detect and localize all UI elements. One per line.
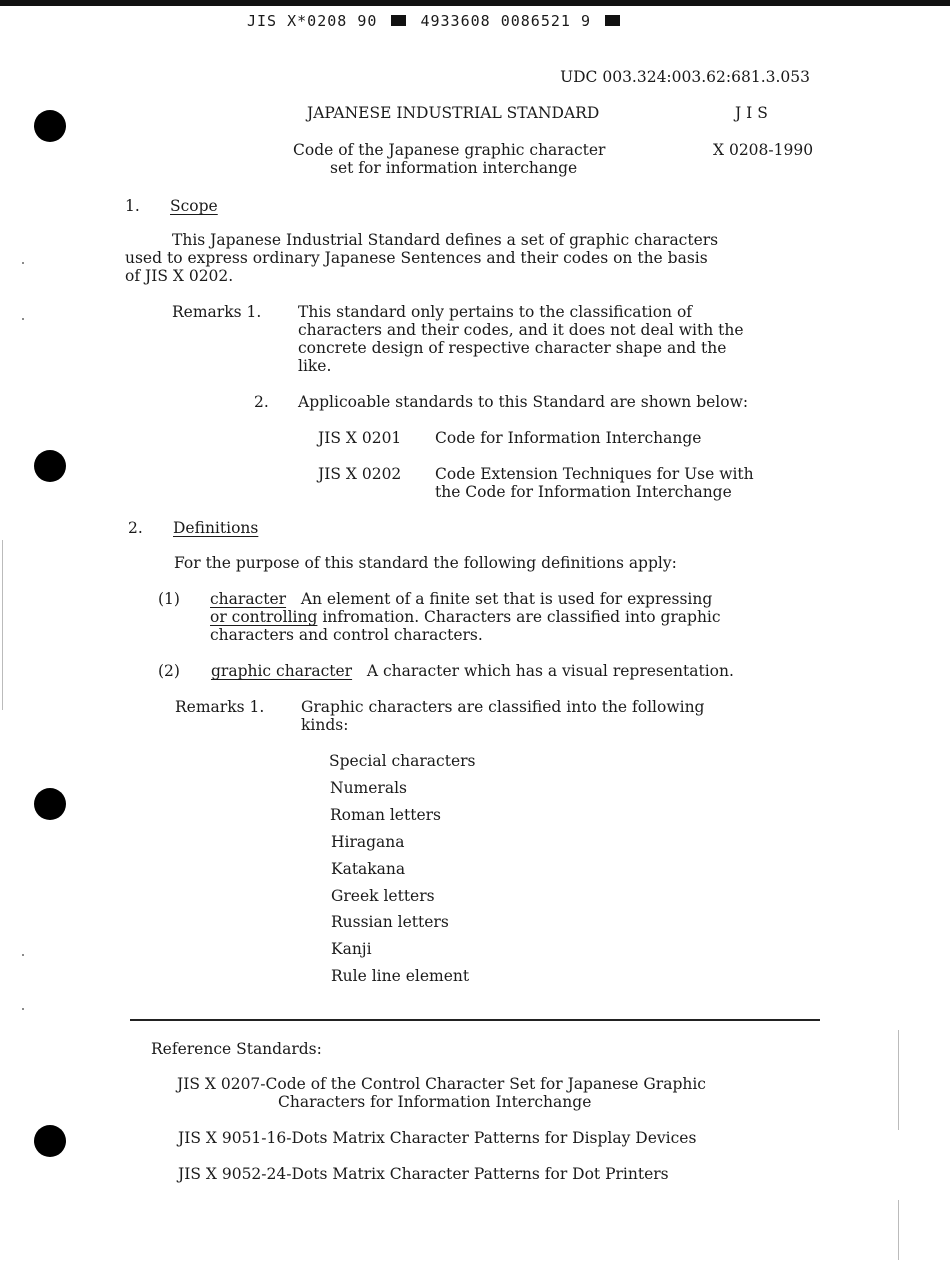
definitions-intro: For the purpose of this standard the following definitions apply: [174,554,677,572]
header-code-left: JIS X*0208 90 [247,12,378,30]
text-line [210,608,721,626]
text-line: Characters for Information Interchange [278,1093,592,1111]
section-heading-definitions: Definitions [173,519,259,537]
remark-1-text [298,303,744,375]
text-line: characters and their codes, and it does not deal with the [298,321,744,339]
scan-speck [22,318,24,320]
text-line: This standard only pertains to the classification of [298,303,693,321]
remark-2-text: Applicoable standards to this Standard are shown below: [298,393,749,411]
definition-term: character [210,590,287,608]
reference-standards-heading: Reference Standards: [151,1040,322,1058]
scan-edge-line [898,1200,899,1260]
text-line: the Code for Information Interchange [435,483,732,501]
punch-hole [34,1125,66,1157]
kind-list-item: Russian letters [331,913,449,931]
scan-speck [22,262,24,264]
kind-list-item: Katakana [331,860,406,878]
standard-type: JAPANESE INDUSTRIAL STANDARD [307,104,600,122]
section-heading-scope: Scope [170,197,218,215]
scan-speck [22,954,24,956]
reference-code: JIS X 0202 [318,465,402,483]
scan-top-edge [0,0,950,6]
definition-text: infromation. Characters are classified into graphic [317,608,721,626]
kind-list-item: Special characters [329,752,476,770]
remarks-text [301,698,704,734]
punch-hole [34,450,66,482]
punch-hole [34,110,66,142]
text-line: Code Extension Techniques for Use with [435,465,754,483]
document-title-line1: Code of the Japanese graphic character [293,141,606,159]
text-line: used to express ordinary Japanese Sentences and their codes on the basis [125,249,708,267]
reference-standard-item: JIS X 9051-16-Dots Matrix Character Patterns for Display Devices [178,1129,697,1147]
definition-text: A character which has a visual representation. [366,662,734,680]
text-line: JIS X 0207-Code of the Control Character Set for Japanese Graphic [177,1075,706,1093]
section-number: 2. [128,519,143,537]
remark-2-number: 2. [254,393,269,411]
text-line: kinds: [301,716,349,734]
header-code-bar [605,15,620,26]
definition-number: (1) [158,590,180,608]
header-code-right: 4933608 0086521 9 [420,12,591,30]
kind-list-item: Hiragana [331,833,405,851]
section-number: 1. [125,197,140,215]
kind-list-item: Numerals [330,779,407,797]
kind-list-item: Greek letters [331,887,435,905]
text-line: of JIS X 0202. [125,267,234,285]
jis-mark: J I S [735,104,768,122]
scope-paragraph [125,231,718,285]
text-line: characters and control characters. [210,626,483,644]
scan-edge-line [898,1030,899,1130]
reference-standard-item: JIS X 9052-24-Dots Matrix Character Patterns for Dot Printers [178,1165,669,1183]
text-line: Graphic characters are classified into the following [301,698,705,716]
scan-edge-line [2,540,3,710]
text-line: concrete design of respective character shape and the [298,339,727,357]
definition-number: (2) [158,662,180,680]
reference-code: JIS X 0201 [318,429,402,447]
punch-hole [34,788,66,820]
reference-title: Code for Information Interchange [435,429,702,447]
document-title-line2: set for information interchange [330,159,578,177]
text-line: This Japanese Industrial Standard defines a set of graphic characters [172,231,719,249]
header-code-bar [391,15,406,26]
definition-text: An element of a finite set that is used for expressing [300,590,713,608]
kind-list-item: Rule line element [331,967,470,985]
kind-list-item: Roman letters [330,806,441,824]
remarks-label: Remarks 1. [172,303,262,321]
scan-speck [22,1008,24,1010]
definition-graphic-character [211,662,734,680]
definition-character [210,590,721,644]
kind-list-item: Kanji [331,940,372,958]
definition-term: graphic character [211,662,353,680]
header-code [247,12,624,30]
text-line: like. [298,357,332,375]
definition-term-continued: or controlling [210,608,318,626]
udc-number: UDC 003.324:003.62:681.3.053 [560,68,810,86]
reference-standard-item [177,1075,706,1111]
standard-number: X 0208-1990 [713,141,814,159]
reference-title [435,465,754,501]
remarks-label: Remarks 1. [175,698,265,716]
text-line [210,590,721,608]
footnote-divider [130,1019,820,1021]
